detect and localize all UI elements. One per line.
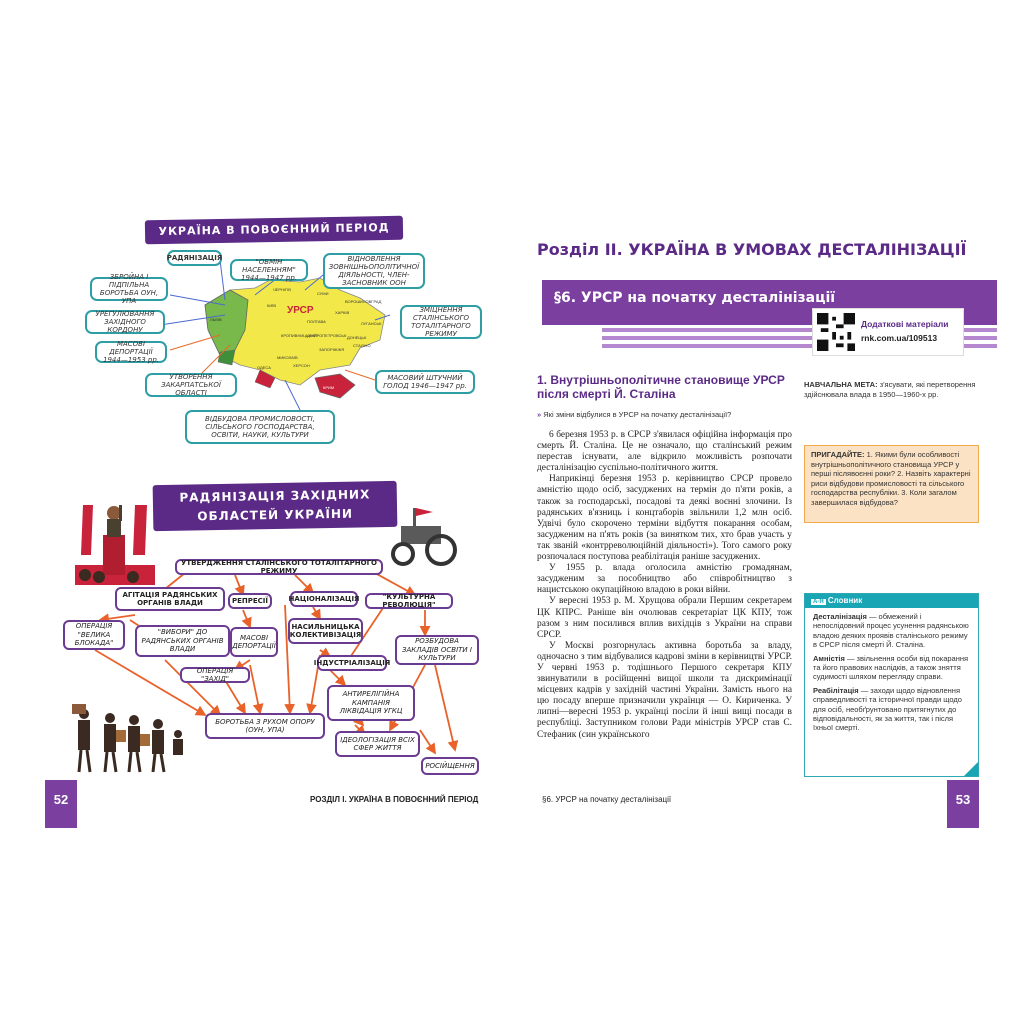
map-city-kyiv: КИЇВ: [267, 303, 276, 308]
flow-cultural-revolution: "КУЛЬТУРНА РЕВОЛЮЦІЯ": [365, 593, 453, 609]
paragraph-4: У вересні 1953 р. М. Хрущова обрали Першим секретарем ЦК КПРС. Раніше він очолював секретаріат ЦК КПУ, тож разом з ним посилився вплив вихідців з України на справи СРСР.: [537, 596, 792, 640]
map-city-krym: КРИМ: [323, 385, 335, 390]
flow-collectivization: НАСИЛЬНИЦЬКА КОЛЕКТИВІЗАЦІЯ: [288, 618, 363, 644]
learning-goal-label: НАВЧАЛЬНА МЕТА:: [804, 380, 878, 389]
box-population-exchange: "ОБМІН НАСЕЛЕННЯМ" 1944—1947 рр.: [230, 259, 308, 281]
map-city-zaporizhzhia: ЗАПОРІЖЖЯ: [319, 347, 345, 352]
extra-materials-link[interactable]: rnk.com.ua/109513: [861, 333, 938, 343]
left-page: [45, 195, 512, 830]
map-city-sumy: СУМИ: [317, 291, 329, 296]
dictionary-title: Словник: [827, 596, 863, 605]
west-banner-line1: РАДЯНІЗАЦІЯ ЗАХІДНИХ: [179, 487, 371, 505]
learning-goal: [804, 380, 979, 399]
map-city-mykolaiv: МИКОЛАЇВ: [277, 355, 298, 360]
box-mass-deportations: МАСОВІ ДЕПОРТАЦІЇ 1944—1953 рр.: [95, 341, 167, 363]
paragraph-1: 6 березня 1953 р. в СРСР з'явилася офіційна інформація про смерть Й. Сталіна. Це не означало, що сталінський режим перестав існувати, але відкрило можливість розпочати десталінізацію суспільно-політичного життя.: [537, 430, 792, 474]
map-city-kropyvnytskyi: КРОПИВНИЦЬКИЙ: [281, 333, 317, 338]
flow-russification: РОСІЙЩЕННЯ: [421, 757, 479, 775]
box-foreign-policy: ВІДНОВЛЕННЯ ЗОВНІШНЬОПОЛІТИЧНОЇ ДІЯЛЬНОСТІ, ЧЛЕН-ЗАСНОВНИК ООН: [323, 253, 425, 289]
paragraph-5: У Москві розгорнулась активна боротьба за владу, одночасно з тим відбувалися кадрові зміни в керівництві УРСР. У червні 1953 р. тодішнього Першого секретаря КПУ звинуватили в російщенні вищої школи та дискримінації місцевих кадрів у західній частині України. Замість нього на цю посаду вперше призначили українця — О. Кириченка. У липні—вересні 1953 р. українці посіли й інші вищі посади в республіці. Заступником голови Ради міністрів УРСР став С. Стефаник (син українського: [537, 640, 792, 740]
map-label-ursr: УРСР: [287, 305, 314, 316]
right-page: [512, 195, 979, 830]
postwar-banner: УКРАЇНА В ПОВОЄННИЙ ПЕРІОД: [145, 216, 403, 244]
map-city-stalino: СТАЛІНО: [353, 343, 371, 348]
map-city-lviv: ЛЬВІВ: [210, 317, 222, 322]
flow-resistance-struggle: БОРОТЬБА З РУХОМ ОПОРУ (ОУН, УПА): [205, 713, 325, 739]
map-city-chernihiv: ЧЕРНІГІВ: [273, 287, 291, 292]
term-amnesty: Амністія — звільнення особи від покарання та його правових наслідків, а також зняття судимості шляхом перегляду справи.: [813, 653, 969, 682]
dictionary-header: [805, 594, 978, 608]
footer-left: РОЗДІЛ І. УКРАЇНА В ПОВОЄННИЙ ПЕРІОД: [310, 795, 479, 804]
box-western-border: УРЕГУЛЮВАННЯ ЗАХІДНОГО КОРДОНУ: [85, 310, 165, 334]
remember-text: 1. Якими були особливості внутрішньополітичного становища УРСР у перші післявоєнні роки? 2. Назвіть характерні риси відбудови промисловості та сільського господарства республіки. 3. Коли загалом завершилася відбудова?: [811, 450, 971, 507]
main-text: [537, 430, 792, 741]
page-number-left: 52: [45, 780, 77, 828]
flow-mass-deportations: МАСОВІ ДЕПОРТАЦІЇ: [230, 627, 278, 657]
extra-materials-box[interactable]: [812, 308, 964, 356]
page-number-right: 53: [947, 780, 979, 828]
map-city-donetsk: ДОНЕЦЬК: [347, 335, 367, 340]
qr-code-icon[interactable]: [817, 313, 855, 351]
flow-agitation: АГІТАЦІЯ РАДЯНСЬКИХ ОРГАНІВ ВЛАДИ: [115, 587, 225, 611]
box-reconstruction: ВІДБУДОВА ПРОМИСЛОВОСТІ, СІЛЬСЬКОГО ГОСПОДАРСТВА, ОСВІТИ, НАУКИ, КУЛЬТУРИ: [185, 410, 335, 444]
flow-nationalization: НАЦІОНАЛІЗАЦІЯ: [290, 591, 358, 607]
term-rehabilitation: Реабілітація — заходи щодо відновлення справедливості та історичної правди щодо для осіб, необґрунтовано притягнутих до відповідальності, як за життя, так і після їхньої смерті.: [813, 685, 962, 733]
box-famine: МАСОВИЙ ШТУЧНИЙ ГОЛОД 1946—1947 рр.: [375, 370, 475, 394]
flow-root: УТВЕРДЖЕННЯ СТАЛІНСЬКОГО ТОТАЛІТАРНОГО РЕЖИМУ: [175, 559, 383, 575]
flow-repressions: РЕПРЕСІЇ: [228, 593, 272, 609]
key-question-text: Які зміни відбулися в УРСР на початку десталінізації?: [543, 410, 732, 419]
double-chevron-icon: »: [537, 410, 544, 419]
flow-antireligious: АНТИРЕЛІГІЙНА КАМПАНІЯ ЛІКВІДАЦІЯ УГКЦ: [327, 685, 415, 721]
flow-operation-west: ОПЕРАЦІЯ "ЗАХІД": [180, 667, 250, 683]
key-question: [537, 410, 731, 419]
dictionary-icon: А-Я: [813, 599, 824, 605]
flow-industrialization: ІНДУСТРІАЛІЗАЦІЯ: [317, 655, 387, 671]
dictionary-body: [805, 608, 978, 741]
flow-schools: РОЗБУДОВА ЗАКЛАДІВ ОСВІТИ І КУЛЬТУРИ: [395, 635, 479, 665]
box-totalitarian-regime: ЗМІЦНЕННЯ СТАЛІНСЬКОГО ТОТАЛІТАРНОГО РЕЖИМУ: [400, 305, 482, 339]
paragraph-2: Наприкінці березня 1953 р. керівництво СРСР провело амністію щодо осіб, засуджених на термін до п'яти років, а також за господарські, посадові та деякі воєнні злочини. Із радянських в'язниць і концтаборів звільнили 1,2 млн осіб. Удвічі було скорочено терміни відбуття покарання особам, засудженим на п'ять років (за винятком тих, хто брав участь у так званій «контрреволюційній діяльності»). Того самого року розпочалася поступова реабілітація раніше засуджених.: [537, 474, 792, 563]
learning-goal-text: з'ясувати, які перетворення здійснювала влада в 1950—1960-х рр.: [804, 380, 976, 399]
box-transcarpathia: УТВОРЕННЯ ЗАКАРПАТСЬКОЇ ОБЛАСТІ: [145, 373, 237, 397]
map-city-voroshylovhrad: ВОРОШИЛОВГРАД: [345, 299, 382, 304]
box-armed-struggle: ЗБРОЙНА І ПІДПІЛЬНА БОРОТЬБА ОУН, УПА: [90, 277, 168, 301]
map-city-luhansk: ЛУГАНСЬК: [361, 321, 382, 326]
extra-materials-label: Додаткові матеріали: [861, 319, 949, 329]
corner-fold-icon: [964, 762, 978, 776]
flow-ideologization: ІДЕОЛОГІЗАЦІЯ ВСІХ СФЕР ЖИТТЯ: [335, 731, 420, 757]
flow-elections: "ВИБОРИ" ДО РАДЯНСЬКИХ ОРГАНІВ ВЛАДИ: [135, 625, 230, 657]
paragraph-title: §6. УРСР на початку десталінізації: [554, 290, 836, 306]
paragraph-3: У 1955 р. влада оголосила амністію громадянам, засудженим за пособництво або співробітництво з нацистською окупаційною владою в роки війни.: [537, 563, 792, 596]
west-banner-line2: ОБЛАСТЕЙ УКРАЇНИ: [197, 506, 354, 524]
chapter-title: Розділ ІІ. УКРАЇНА В УМОВАХ ДЕСТАЛІНІЗАЦІЇ: [537, 240, 967, 259]
remember-label: ПРИГАДАЙТЕ:: [811, 450, 865, 459]
footer-right: §6. УРСР на початку десталінізації: [542, 795, 672, 804]
flow-great-blockade: ОПЕРАЦІЯ "ВЕЛИКА БЛОКАДА": [63, 620, 125, 650]
map-city-odesa: ОДЕСА: [257, 365, 271, 370]
box-radianization: РАДЯНІЗАЦІЯ: [167, 250, 222, 266]
section-title: 1. Внутрішньополітичне становище УРСР після смерті Й. Сталіна: [537, 373, 785, 401]
remember-box: [804, 445, 979, 523]
dictionary-box: [804, 593, 979, 777]
map-city-dnipropetrovsk: ДНІПРОПЕТРОВСЬК: [307, 333, 347, 338]
map-city-kharkiv: ХАРКІВ: [335, 310, 350, 315]
map-city-poltava: ПОЛТАВА: [307, 319, 326, 324]
map-city-kherson: ХЕРСОН: [293, 363, 310, 368]
term-destalinization: Десталінізація — обмежений і непослідовний процес усунення радянською владою деяких проявів сталінського режиму в СРСР після смерті Й. Сталіна.: [813, 612, 969, 650]
